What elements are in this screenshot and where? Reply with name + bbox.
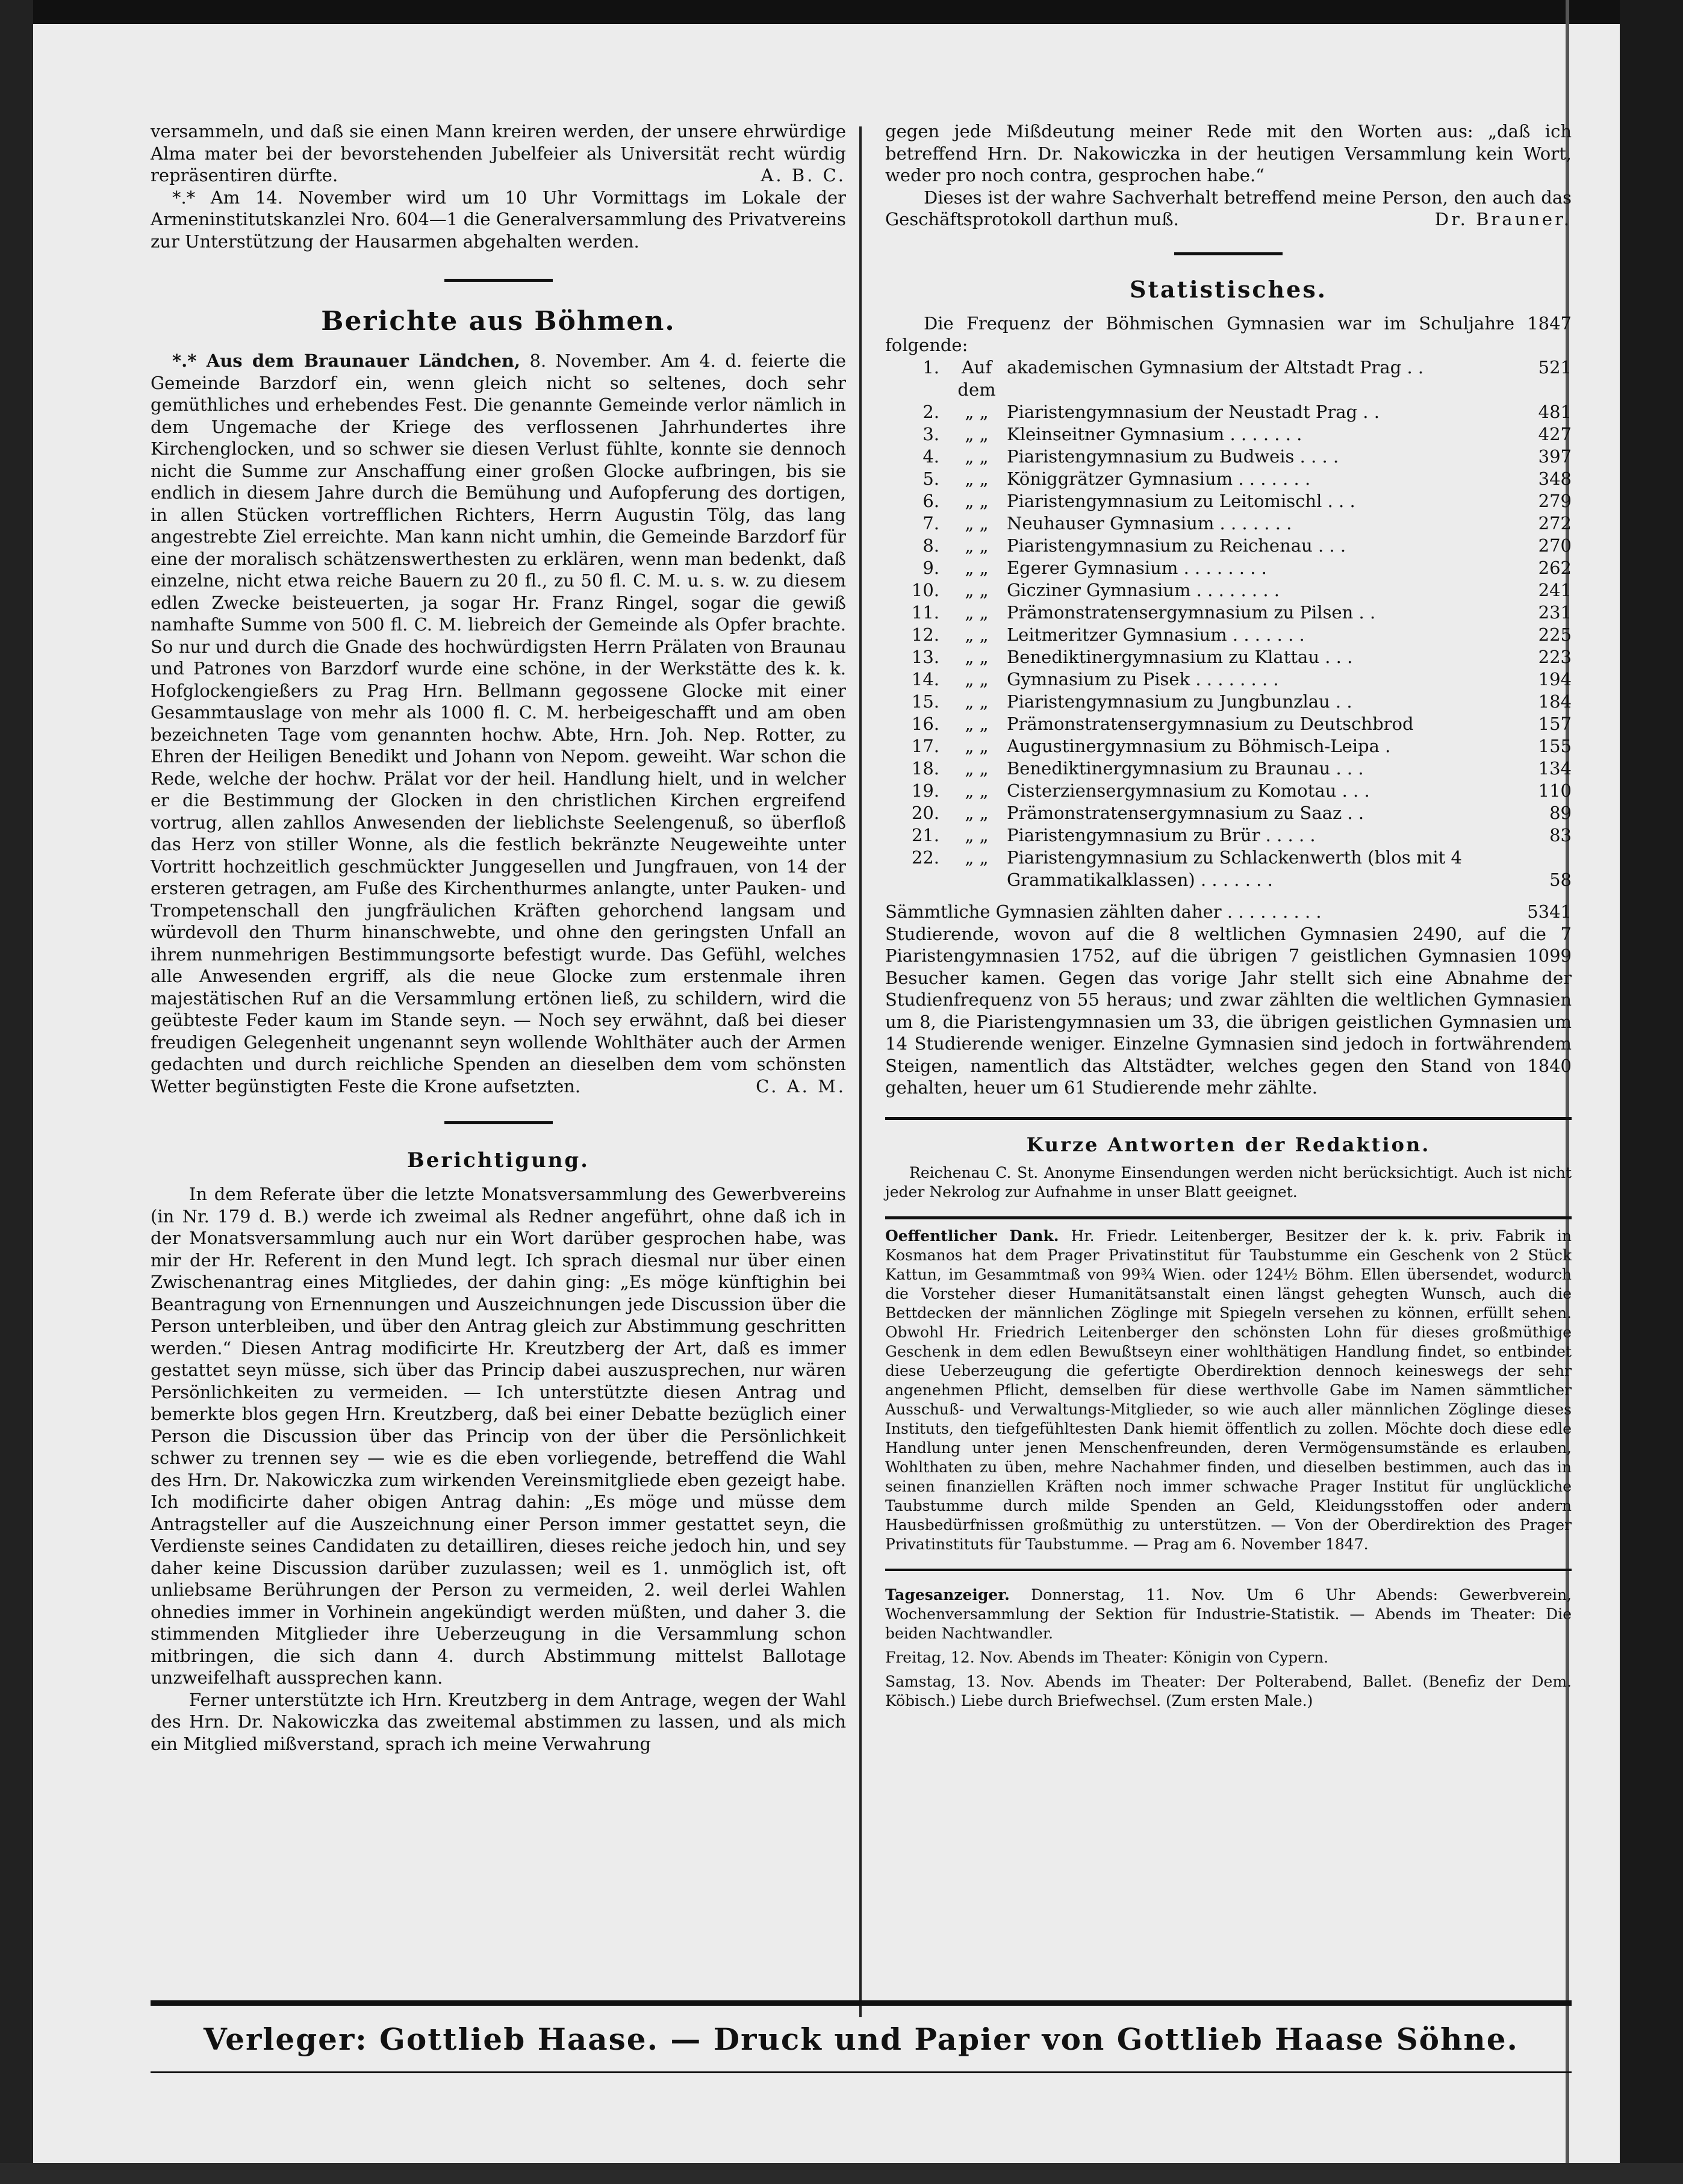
ditto-mark: „ „ — [965, 446, 989, 467]
gymnasium-name: Prämonstratensergymnasium zu Deutschbrod — [1007, 713, 1414, 734]
footer-rule — [151, 2000, 1572, 2006]
ditto-mark: „ „ — [965, 535, 989, 556]
newspaper-page — [151, 120, 1572, 2095]
signature: C. A. M. — [756, 1075, 846, 1097]
student-count: 231 — [1538, 602, 1572, 623]
gymnasium-table — [885, 356, 1572, 891]
student-count: 427 — [1538, 423, 1572, 444]
tagesanzeiger-line: Freitag, 12. Nov. Abends im Theater: Königin von Cypern. — [885, 1648, 1329, 1666]
gymnasium-name: Prämonstratensergymnasium zu Pilsen . . — [1007, 602, 1376, 623]
student-count: 89 — [1549, 802, 1572, 823]
gymnasium-row — [885, 512, 1572, 535]
gymnasium-row — [885, 579, 1572, 602]
row-number: 2. — [922, 401, 939, 422]
gymnasium-row — [885, 356, 1572, 401]
gymnasium-row — [885, 824, 1572, 847]
scan-border-right — [1620, 0, 1683, 2184]
student-count: 279 — [1538, 490, 1572, 511]
student-count: 241 — [1538, 579, 1572, 600]
row-number: 19. — [911, 780, 939, 801]
notice-paragraph: *.* Am 14. November wird um 10 Uhr Vormittags im Lokale der Armeninstitutskanzlei Nro. 604—1 die Generalversammlung des Privatvereins zur Unterstützung der Hausarmen abgehalten werden. — [151, 187, 846, 252]
tagesanzeiger-lead: Tagesanzeiger. — [885, 1585, 1010, 1604]
student-count: 272 — [1538, 512, 1572, 534]
gymnasium-name: Benediktinergymnasium zu Klattau . . . — [1007, 646, 1353, 667]
row-number: 22. — [911, 847, 939, 868]
ditto-mark: „ „ — [965, 602, 989, 623]
gymnasium-row — [885, 624, 1572, 646]
total-value: 5341 — [1527, 901, 1572, 922]
student-count: 58 — [1549, 869, 1572, 890]
section-heading-berichtigung: Berichtigung. — [406, 1148, 590, 1172]
left-column — [151, 120, 846, 1755]
ditto-mark: „ „ — [965, 802, 989, 823]
tagesanzeiger-line: Samstag, 13. Nov. Abends im Theater: Der Polterabend, Ballet. (Benefiz der Dem. Köbisch.) Liebe durch Briefwechsel. (Zum ersten Male.) — [885, 1672, 1572, 1710]
gymnasium-row — [885, 535, 1572, 557]
gymnasium-row — [885, 735, 1572, 758]
ditto-mark: „ „ — [965, 579, 989, 600]
ditto-mark: „ „ — [965, 490, 989, 511]
gymnasium-row — [885, 758, 1572, 780]
row-prefix: Auf dem — [957, 356, 996, 400]
total-label: Sämmtliche Gymnasien zählten daher . . . . . . . . . — [885, 901, 1322, 922]
ditto-mark: „ „ — [965, 423, 989, 444]
student-count: 157 — [1538, 713, 1572, 734]
row-number: 14. — [911, 668, 939, 689]
row-number: 3. — [922, 423, 939, 444]
gymnasium-row — [885, 602, 1572, 624]
ditto-mark: „ „ — [965, 468, 989, 489]
gymnasium-name: Leitmeritzer Gymnasium . . . . . . . — [1007, 624, 1305, 645]
student-count: 270 — [1538, 535, 1572, 556]
student-count: 225 — [1538, 624, 1572, 645]
ditto-mark: „ „ — [965, 713, 989, 734]
row-number: 9. — [922, 557, 939, 578]
gymnasium-name: Gymnasium zu Pisek . . . . . . . . — [1007, 668, 1279, 689]
signature: Dr. Brauner. — [1434, 209, 1572, 229]
berichte-article: *.* Aus dem Braunauer Ländchen, 8. November. Am 4. d. feierte die Gemeinde Barzdorf ein, wenn gleich nicht so seltenes, doch sehr gemüthliches und erhebendes Fest. Die genannte Gemeinde verlor nämlich in dem Ungemache der Kriege des verflossenen Jahrhundertes ihre Kirchenglocken, und so schwer sie diesen Verlust fühlte, konnte sie dennoch nicht die Summe zur Anschaffung einer großen Glocke aufbringen, bis sie endlich in diesem Jahre durch die Bemühung und Aufopferung des dortigen, in allen Stücken vortrefflichen Richters, Herrn Augustin Tölg, das lang angestrebte Ziel erreichte. Man kann nicht umhin, die Gemeinde Barzdorf für eine der moralisch schätzenswerthesten zu erklären, wenn man bedenkt, daß einzelne, nicht etwa reiche Bauern zu 20 fl., zu 50 fl. C. M. u. s. w. zu diesem edlen Zwecke beisteuerten, ja sogar Hr. Franz Ringel, sogar die gewiß namhafte Summe von 500 fl. C. M. liebreich der Gemeinde als Opfer brachte. So nur und durch die Gnade des hochwürdigsten Herrn Prälaten von Braunau und Patrones von Barzdorf wurde eine schöne, in der Werkstätte des k. k. Hofglockengießers zu Prag Hrn. Bellmann gegossene Glocke mit einer Gesammtauslage von mehr als 1000 fl. C. M. herbeigeschafft und am oben bezeichneten Tage vom genannten hochw. Abte, Hrn. Joh. Nep. Rotter, zu Ehren der Heiligen Benedikt und Johann von Nepom. geweiht. War schon die Rede, welche der hochw. Prälat vor der heil. Handlung hielt, und in welcher er die Bestimmung der Glocken in den christlichen Kirchen ergreifend vortrug, allen zahllos Anwesenden der lieblichste Seelengenuß, so überfloß das Herz von stiller Wonne, als die festlich bekränzte Neugeweihte unter Vortritt hochzeitlich geschmückter Junggesellen und Jungfrauen, von 14 der ersteren getragen, am Fuße des Kirchenthurmes anlangte, unter Pauken- und Trompetenschall den jungfräulichen Kräften gehorchend langsam und würdevoll den Thurm hinanschwebte, und ohne den geringsten Unfall an ihrem nunmehrigen Bestimmungsorte befestigt wurde. Das Gefühl, welches alle Anwesenden ergriff, als die neue Glocke zum erstenmale ihren majestätischen Ruf an die Versammlung ertönen ließ, zu schildern, wird die geübteste Feder kaum im Stande seyn. — Noch sey erwähnt, daß bei dieser freudigen Gelegenheit ungenannt seyn wollende Wohlthäter auch der Armen gedachten und durch reichliche Spenden an dieselben dem vom schönsten Wetter begünstigten Feste die Krone aufsetzten. C. A. M. — [151, 350, 846, 1097]
gymnasium-row — [885, 446, 1572, 468]
row-number: 4. — [922, 446, 939, 467]
gymnasium-name: Egerer Gymnasium . . . . . . . . — [1007, 557, 1267, 578]
gymnasium-row — [885, 780, 1572, 802]
gymnasium-name: Gicziner Gymnasium . . . . . . . . — [1007, 579, 1280, 600]
total-row — [885, 901, 1572, 923]
row-number: 20. — [911, 802, 939, 823]
article-lead: *.* Aus dem Braunauer Ländchen, — [172, 350, 521, 371]
signature: A. B. C. — [761, 165, 846, 185]
berichtigung-paragraph: In dem Referate über die letzte Monatsversammlung des Gewerbvereins (in Nr. 179 d. B.) werde ich zweimal als Redner angeführt, ohne daß ich in der Monatsversammlung auch nur ein Wort darüber gesprochen habe, was mir der Hr. Referent in den Mund legt. Ich sprach diesmal nur über einen Zwischenantrag eines Mitgliedes, der dahin ging: „Es möge künftighin bei Beantragung von Ernennungen und Auszeichnungen jede Discussion über die Person unterbleiben, und über den Antrag gleich zur Abstimmung geschritten werden.“ Diesen Antrag modificirte Hr. Kreutzberg der Art, daß es immer gestattet seyn müsse, sich über das Princip dabei auszusprechen, nur wären Persönlichkeiten zu vermeiden. — Ich unterstützte diesen Antrag und bemerkte blos gegen Hrn. Kreutzberg, daß bei einer Debatte bezüglich einer Person die Discussion über das Princip von der über die Persönlichkeit schwer zu trennen sey — wie es die eben vorliegende, betreffend die Wahl des Hrn. Dr. Nakowiczka zum wirkenden Vereinsmitgliede eben gezeigt habe. Ich modificirte daher obigen Antrag dahin: „Es möge und müsse dem Antragsteller auf die Auszeichnung einer Person immer gestattet seyn, die Verdienste seines Candidaten zu detailliren, dieses reiche jedoch hin, und sey daher keine Discussion darüber zuzulassen; weil es 1. unmöglich ist, oft unliebsame Berührungen der Person zu vermeiden, 2. weil derlei Wahlen ohnedies immer in Vorhinein angekündigt werden müßten, und daher 3. die stimmenden Mitglieder ihre Ueberzeugung in die Versammlung schon mitbringen, die sich dann 4. durch Abstimmung mittelst Ballotage unzweifelhaft aussprechen kann. — [151, 1184, 846, 1688]
ditto-mark: „ „ — [965, 691, 989, 712]
dank-notice: Oeffentlicher Dank. Hr. Friedr. Leitenberger, Besitzer der k. k. priv. Fabrik in Kosmanos hat dem Prager Privatinstitut für Taubstumme ein Geschenk von 2 Stück Kattun, im Gesammtmaß von 99¾ Wien. oder 124½ Böhm. Ellen übersendet, wodurch die Vorsteher dieser Humanitätsanstalt einen längst gehegten Wunsch, auch die Bettdecken der männlichen Zöglinge mit Spiegeln versehen zu können, erfüllt sehen. Obwohl Hr. Friedrich Leitenberger den schönsten Lohn für dieses großmüthige Geschenk in dem edlen Bewußtseyn einer wohlthätigen Handlung findet, so entbindet diese Ueberzeugung die gefertigte Oberdirektion dennoch keineswegs der sehr angenehmen Pflicht, demselben für diese werthvolle Gabe im Namen sämmtlicher Ausschuß- und Verwaltungs-Mitglieder, so wie auch aller männlichen Zöglinge dieses Instituts, den tiefgefühltesten Dank hiemit öffentlich zu zollen. Möchte doch diese edle Handlung unter jenen Menschenfreunden, deren Vermögensumstände es erlauben, Wohlthaten zu üben, mehre Nachahmer finden, und dieselben bestimmen, auch das in seinen finanziellen Kräften noch immer schwache Prager Institut für unglückliche Taubstumme durch milde Spenden an Geld, Kleidungsstoffen oder andern Hausbedürfnissen großmüthig zu unterstützen. — Von der Oberdirektion des Prager Privatinstituts für Taubstumme. — Prag am 6. November 1847. — [885, 1227, 1572, 1553]
row-number: 15. — [911, 691, 939, 712]
ditto-mark: „ „ — [965, 646, 989, 667]
gymnasium-row — [885, 557, 1572, 579]
student-count: 184 — [1538, 691, 1572, 712]
ditto-mark: „ „ — [965, 824, 989, 845]
student-count: 194 — [1538, 668, 1572, 689]
berichtigung-paragraph: Ferner unterstützte ich Hrn. Kreutzberg in dem Antrage, wegen der Wahl des Hrn. Dr. Nakowiczka das zweitemal abstimmen zu lassen, und als mich ein Mitglied mißverstand, sprach ich meine Verwahrung — [151, 1689, 846, 1754]
student-count: 134 — [1538, 758, 1572, 779]
gymnasium-name: Prämonstratensergymnasium zu Saaz . . — [1007, 802, 1364, 823]
gymnasium-row — [885, 468, 1572, 490]
footer — [151, 2000, 1572, 2085]
gymnasium-name: Piaristengymnasium zu Budweis . . . . — [1007, 446, 1339, 467]
tagesanzeiger-line: Tagesanzeiger. Donnerstag, 11. Nov. Um 6 Uhr Abends: Gewerbverein, Wochenversammlung der Sektion für Industrie-Statistik. — Abends im Theater: Die beiden Nachtwandler. — [885, 1585, 1572, 1642]
ditto-mark: „ „ — [965, 401, 989, 422]
student-count: 262 — [1538, 557, 1572, 578]
gymnasium-row — [885, 802, 1572, 824]
column-rule — [859, 126, 862, 2017]
gymnasium-row — [885, 423, 1572, 446]
ditto-mark: „ „ — [965, 847, 989, 868]
ditto-mark: „ „ — [965, 758, 989, 779]
row-number: 5. — [922, 468, 939, 489]
gymnasium-name: Neuhauser Gymnasium . . . . . . . — [1007, 512, 1292, 534]
gymnasium-name: Cisterziensergymnasium zu Komotau . . . — [1007, 780, 1370, 801]
gymnasium-name: akademischen Gymnasium der Altstadt Prag . . — [1007, 356, 1424, 378]
ditto-mark: „ „ — [965, 668, 989, 689]
footer-rule — [151, 2071, 1572, 2073]
gymnasium-name: Piaristengymnasium zu Jungbunzlau . . — [1007, 691, 1352, 712]
row-number: 13. — [911, 646, 939, 667]
ditto-mark: „ „ — [965, 624, 989, 645]
gymnasium-row — [885, 847, 1572, 891]
gymnasium-name: Kleinseitner Gymnasium . . . . . . . — [1007, 423, 1302, 444]
continuation-paragraph: Dieses ist der wahre Sachverhalt betreffend meine Person, den auch das Geschäftsprotokoll darthun muß. Dr. Brauner. — [885, 187, 1572, 229]
row-number: 11. — [911, 602, 939, 623]
gymnasium-name: Piaristengymnasium zu Leitomischl . . . — [1007, 490, 1355, 511]
student-count: 397 — [1538, 446, 1572, 467]
section-heading-berichte: Berichte aus Böhmen. — [321, 306, 676, 337]
gymnasium-row — [885, 401, 1572, 423]
gymnasium-row — [885, 713, 1572, 735]
row-number: 7. — [922, 512, 939, 534]
student-count: 521 — [1538, 356, 1572, 378]
gymnasium-name: Augustinergymnasium zu Böhmisch-Leipa . — [1007, 735, 1391, 756]
section-heading-antworten: Kurze Antworten der Redaktion. — [1026, 1133, 1431, 1156]
row-number: 10. — [911, 579, 939, 600]
scan-border-left — [0, 0, 33, 2184]
gymnasium-name: Piaristengymnasium zu Schlackenwerth (blos mit 4 Grammatikalklassen) . . . . . . . — [1007, 847, 1462, 890]
gymnasium-name: Piaristengymnasium zu Brür . . . . . — [1007, 824, 1316, 845]
continuation-paragraph: gegen jede Mißdeutung meiner Rede mit den Worten aus: „daß ich betreffend Hrn. Dr. Nakowiczka in der heutigen Versammlung kein Wort, weder pro noch contra, gesprochen habe.“ — [885, 121, 1572, 185]
student-count: 348 — [1538, 468, 1572, 489]
row-number: 18. — [911, 758, 939, 779]
student-count: 155 — [1538, 735, 1572, 756]
gymnasium-name: Benediktinergymnasium zu Braunau . . . — [1007, 758, 1364, 779]
antworten-text: Reichenau C. St. Anonyme Einsendungen werden nicht berücksichtigt. Auch ist nicht jeder Nekrolog zur Aufnahme in unser Blatt geeignet. — [885, 1163, 1572, 1201]
ditto-mark: „ „ — [965, 780, 989, 801]
intro-paragraph: versammeln, und daß sie einen Mann kreiren werden, der unsere ehrwürdige Alma mater bei der bevorstehenden Jubelfeier als Universität recht würdig repräsentiren dürfte. A. B. C. — [151, 121, 846, 185]
statistics-summary: Studierende, wovon auf die 8 weltlichen Gymnasien 2490, auf die 7 Piaristengymnasien 1752, auf die übrigen 7 geistlichen Gymnasien 1099 Besucher kamen. Gegen das vorige Jahr stellt sich eine Abnahme der Studienfrequenz von 55 heraus; und zwar zählten die weltlichen Gymnasien um 8, die Piaristengymnasien um 33, die übrigen geistlichen Gymnasien um 14 Studierende weniger. Einzelne Gymnasien sind jedoch in fortwährendem Steigen, namentlich das Altstädter, welches gegen den Stand von 1840 gehalten, heuer um 61 Studierende mehr zählte. — [885, 923, 1572, 1098]
statistics-intro: Die Frequenz der Böhmischen Gymnasien war im Schuljahre 1847 folgende: — [885, 313, 1572, 355]
row-number: 16. — [911, 713, 939, 734]
student-count: 223 — [1538, 646, 1572, 667]
student-count: 481 — [1538, 401, 1572, 422]
student-count: 83 — [1549, 824, 1572, 845]
row-number: 17. — [911, 735, 939, 756]
section-heading-statistisches: Statistisches. — [1130, 275, 1327, 303]
dank-lead: Oeffentlicher Dank. — [885, 1227, 1059, 1245]
gymnasium-name: Königgrätzer Gymnasium . . . . . . . — [1007, 468, 1311, 489]
footer-imprint: Verleger: Gottlieb Haase. — Druck und Papier von Gottlieb Haase Söhne. — [204, 2021, 1519, 2057]
gymnasium-name: Piaristengymnasium zu Reichenau . . . — [1007, 535, 1346, 556]
ditto-mark: „ „ — [965, 512, 989, 534]
gymnasium-row — [885, 646, 1572, 668]
gymnasium-row — [885, 691, 1572, 713]
scan-border-top — [0, 0, 1683, 24]
row-number: 1. — [922, 356, 939, 378]
row-number: 8. — [922, 535, 939, 556]
ditto-mark: „ „ — [965, 557, 989, 578]
scan-border-bottom — [0, 2163, 1683, 2184]
gymnasium-row — [885, 668, 1572, 691]
student-count: 110 — [1538, 780, 1572, 801]
right-column — [885, 120, 1572, 1711]
ditto-mark: „ „ — [965, 735, 989, 756]
row-number: 21. — [911, 824, 939, 845]
row-number: 6. — [922, 490, 939, 511]
row-number: 12. — [911, 624, 939, 645]
gymnasium-row — [885, 490, 1572, 512]
gymnasium-name: Piaristengymnasium der Neustadt Prag . . — [1007, 401, 1380, 422]
